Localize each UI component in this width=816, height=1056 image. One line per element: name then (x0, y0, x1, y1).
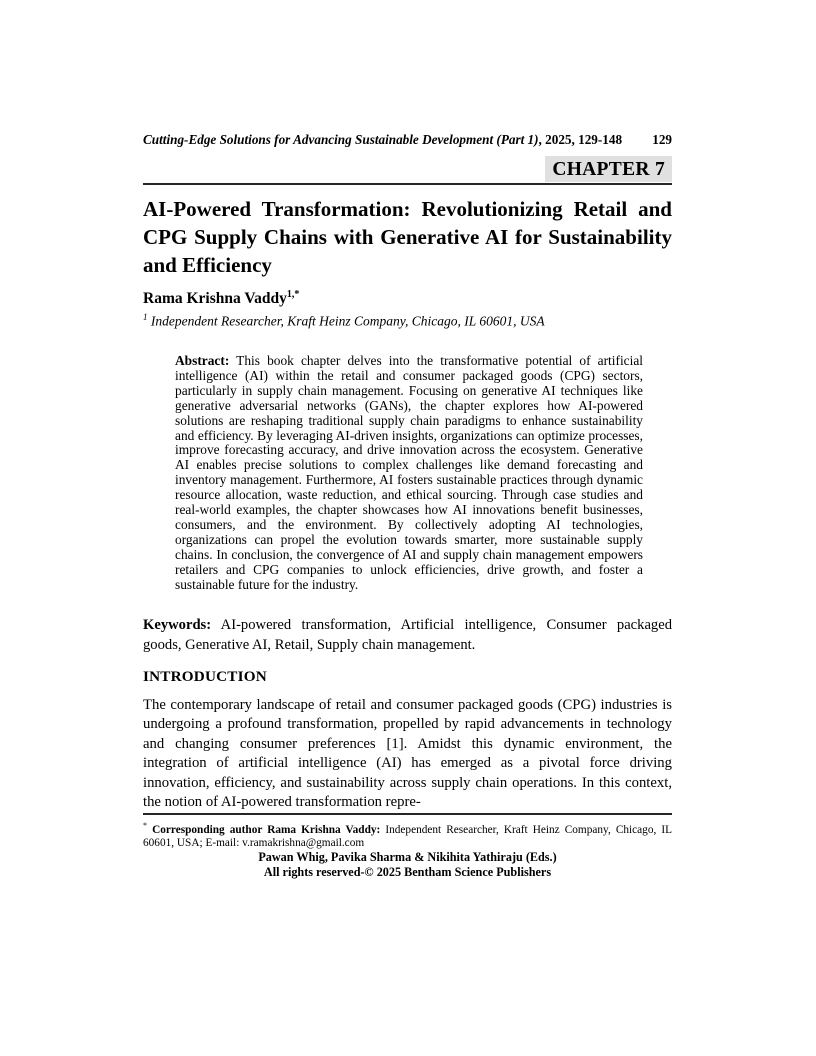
rights-line: All rights reserved-© 2025 Bentham Science Publishers (263, 864, 552, 879)
affiliation-marker: 1 (143, 312, 148, 322)
footnote-marker: * (143, 821, 147, 830)
abstract (175, 354, 643, 593)
publisher-footer (143, 850, 672, 879)
author-name: Rama Krishna Vaddy (143, 290, 287, 308)
author-affiliation-marker: 1,* (286, 289, 300, 300)
keywords (143, 615, 672, 655)
corresponding-author-footnote (143, 813, 672, 851)
introduction-heading: INTRODUCTION (143, 668, 267, 685)
editors-line: Pawan Whig, Pavika Sharma & Nikihita Yathiraju (Eds.) (258, 850, 557, 864)
chapter-banner-row (143, 156, 672, 185)
affiliation-line (143, 312, 672, 330)
running-header (143, 132, 672, 148)
chapter-label: CHAPTER 7 (545, 156, 672, 182)
page-number: 129 (652, 132, 672, 147)
abstract-label: Abstract: (175, 353, 230, 368)
affiliation-text: Independent Researcher, Kraft Heinz Company, Chicago, IL 60601, USA (150, 313, 545, 329)
footnote-text: Independent Researcher, Kraft Heinz Company, Chicago, IL 60601, USA; E-mail: v.ramakrishna@gmail.com (143, 823, 673, 850)
introduction-paragraph: The contemporary landscape of retail and consumer packaged goods (CPG) industries is undergoing a profound transformation, propelled by rapid advancements in technology and changing consumer preferences [1]. Amidst this dynamic environment, the integration of artificial intelligence (AI) has emerged as a pivotal force driving innovation, efficiency, and sustainability across supply chain operations. In this context, the notion of AI-powered transformation repre- (143, 697, 672, 811)
chapter-title: AI-Powered Transformation: Revolutionizing Retail and CPG Supply Chains with Generative AI for Sustainability and Efficiency (143, 197, 672, 277)
footnote-label: Corresponding author Rama Krishna Vaddy: (152, 823, 381, 836)
issue-info: , 2025, 129-148 (538, 132, 623, 147)
book-title: Cutting-Edge Solutions for Advancing Sustainable Development (Part 1) (143, 132, 539, 147)
abstract-text: This book chapter delves into the transformative potential of artificial intelligence (AI) within the retail and consumer packaged goods (CPG) sectors, particularly in supply chain management. Focusing on generative AI techniques like generative adversarial networks (GANs), the chapter explores how AI-powered solutions are reshaping traditional supply chain paradigms to enhance sustainability and efficiency. By leveraging AI-driven insights, organizations can optimize processes, improve forecasting accuracy, and drive innovation across the ecosystem. Generative AI enables precise solutions to complex challenges like demand forecasting and inventory management. Furthermore, AI fosters sustainable practices through dynamic resource allocation, waste reduction, and ethical sourcing. Through case studies and real-world examples, the chapter showcases how AI innovations benefit businesses, consumers, and the environment. By collectively adopting AI technologies, organizations can propel the evolution towards smarter, more sustainable supply chains. In conclusion, the convergence of AI and supply chain management empowers retailers and CPG companies to unlock efficiencies, drive growth, and foster a sustainable future for the industry. (175, 353, 643, 592)
author-line (143, 289, 672, 308)
keywords-text: AI-powered transformation, Artificial intelligence, Consumer packaged goods, Generative AI, Retail, Supply chain management. (143, 617, 673, 653)
keywords-label: Keywords: (143, 617, 212, 633)
running-header-citation (143, 132, 622, 148)
